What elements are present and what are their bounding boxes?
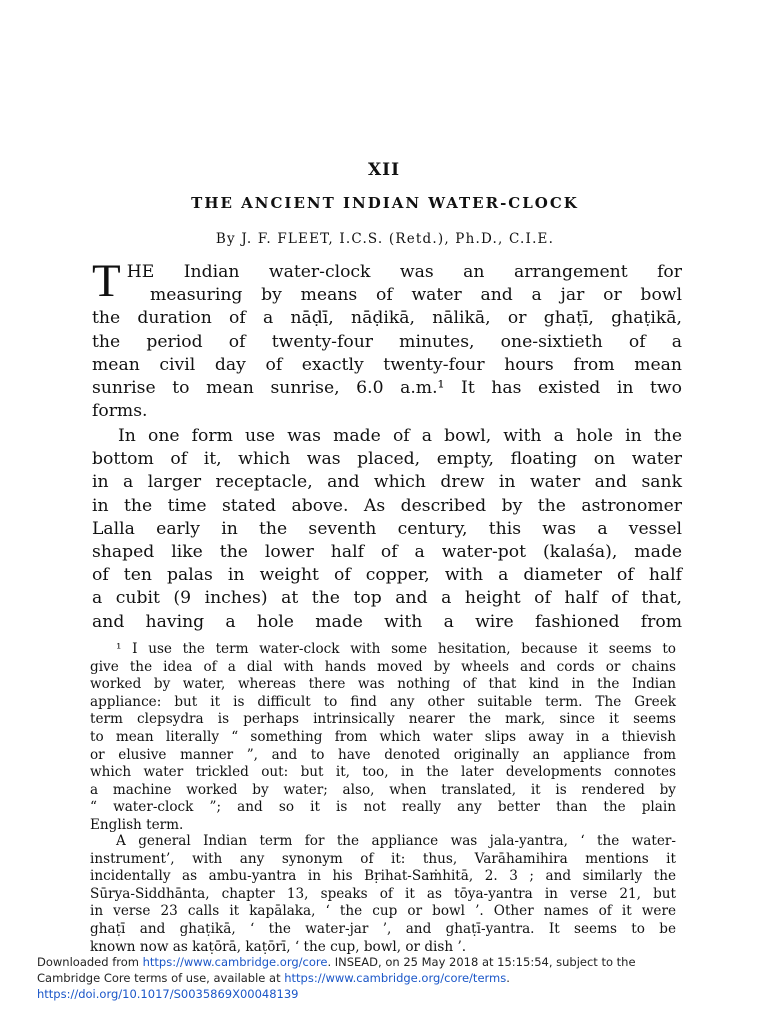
footnote-line: appliance: but it is difficult to find any other suitable term. The Greek	[90, 693, 676, 710]
footnote-line: “ water-clock ”; and so it is not really any better than the plain	[90, 799, 676, 816]
footnote-line: incidentally as ambu-yantra in his Bṛihat-Saṁhitā, 2. 3 ; and similarly the	[90, 868, 676, 885]
text-line: and having a hole made with a wire fashioned from	[92, 611, 682, 632]
text-line: sunrise to mean sunrise, 6.0 a.m.¹ It has existed in two	[92, 378, 682, 399]
footnote-line: in verse 23 calls it kapālaka, ‘ the cup or bowl ’. Other names of it were	[90, 903, 676, 920]
chapter-number: XII	[367, 160, 401, 180]
text-line: the period of twenty-four minutes, one-sixtieth of a	[92, 331, 682, 352]
text-line: Lalla early in the seventh century, this was a vessel	[92, 518, 682, 539]
footnote-line: or elusive manner ”, and to have denoted originally an appliance from	[90, 746, 676, 763]
download-notice	[37, 954, 737, 1002]
download-text: Cambridge Core terms of use, available at	[37, 971, 285, 985]
download-text: .	[506, 971, 510, 985]
text-line: in a larger receptacle, and which drew in water and sank	[92, 472, 682, 493]
text-line: bottom of it, which was placed, empty, floating on water	[92, 449, 682, 470]
footnote-line: known now as kaṭōrā, kaṭōrī, ‘ the cup, bowl, or dish ’.	[90, 938, 467, 955]
text-line: mean civil day of exactly twenty-four hours from mean	[92, 354, 682, 375]
author-byline: By J. F. FLEET, I.C.S. (Retd.), Ph.D., C.I.E.	[215, 231, 555, 247]
footnote-line: ghaṭī and ghaṭikā, ‘ the water-jar ’, and ghaṭī-yantra. It seems to be	[90, 920, 676, 937]
cambridge-core-link[interactable]: https://www.cambridge.org/core	[142, 955, 328, 969]
terms-link[interactable]: https://www.cambridge.org/core/terms	[284, 971, 507, 985]
paragraph-1	[92, 255, 682, 423]
text-line: shaped like the lower half of a water-pot (kalaśa), made	[92, 542, 682, 563]
download-text: . INSEAD, on 25 May 2018 at 15:15:54, subject to the	[327, 955, 636, 969]
footnote-line: to mean literally “ something from which water slips away in a thievish	[90, 728, 676, 745]
footnote-line: instrument’, with any synonym of it: thus, Varāhamihira mentions it	[90, 850, 676, 867]
text-line: In one form use was made of a bowl, with a hole in the	[118, 426, 682, 446]
article-title: THE ANCIENT INDIAN WATER-CLOCK	[191, 194, 579, 212]
paragraph-2	[92, 425, 682, 634]
footnote-line: give the idea of a dial with hands moved by wheels and cords or chains	[90, 658, 676, 675]
footnote-line: ¹ I use the term water-clock with some hesitation, because it seems to	[116, 641, 676, 657]
footnote-line: Sūrya-Siddhānta, chapter 13, speaks of it as tōya-yantra in verse 21, but	[90, 885, 676, 902]
footnote-line: worked by water, whereas there was nothing of that kind in the Indian	[90, 676, 676, 693]
text-line: of ten palas in weight of copper, with a diameter of half	[92, 565, 682, 586]
drop-cap: T	[92, 255, 121, 307]
footnote-1	[90, 641, 676, 835]
footnote-line: A general Indian term for the appliance was jala-yantra, ‘ the water-	[116, 833, 676, 849]
footnote-line: English term.	[90, 816, 184, 833]
text-line: a cubit (9 inches) at the top and a height of half of that,	[92, 588, 682, 609]
download-text: Downloaded from	[37, 955, 143, 969]
footnote-line: which water trickled out: but it, too, in the later developments connotes	[90, 764, 676, 781]
text-line: the duration of a nāḍī, nāḍikā, nālikā, or ghaṭī, ghaṭikā,	[92, 308, 682, 329]
footnote-continuation	[90, 833, 676, 956]
text-line: forms.	[92, 401, 148, 422]
footnote-line: a machine worked by water; also, when translated, it is rendered by	[90, 781, 676, 798]
text-line: measuring by means of water and a jar or bowl	[150, 285, 682, 306]
text-line: HE Indian water-clock was an arrangement for	[126, 262, 682, 282]
doi-link[interactable]: https://doi.org/10.1017/S0035869X00048139	[37, 987, 299, 1001]
footnote-line: term clepsydra is perhaps intrinsically nearer the mark, since it seems	[90, 711, 676, 728]
text-line: in the time stated above. As described by the astronomer	[92, 495, 682, 516]
